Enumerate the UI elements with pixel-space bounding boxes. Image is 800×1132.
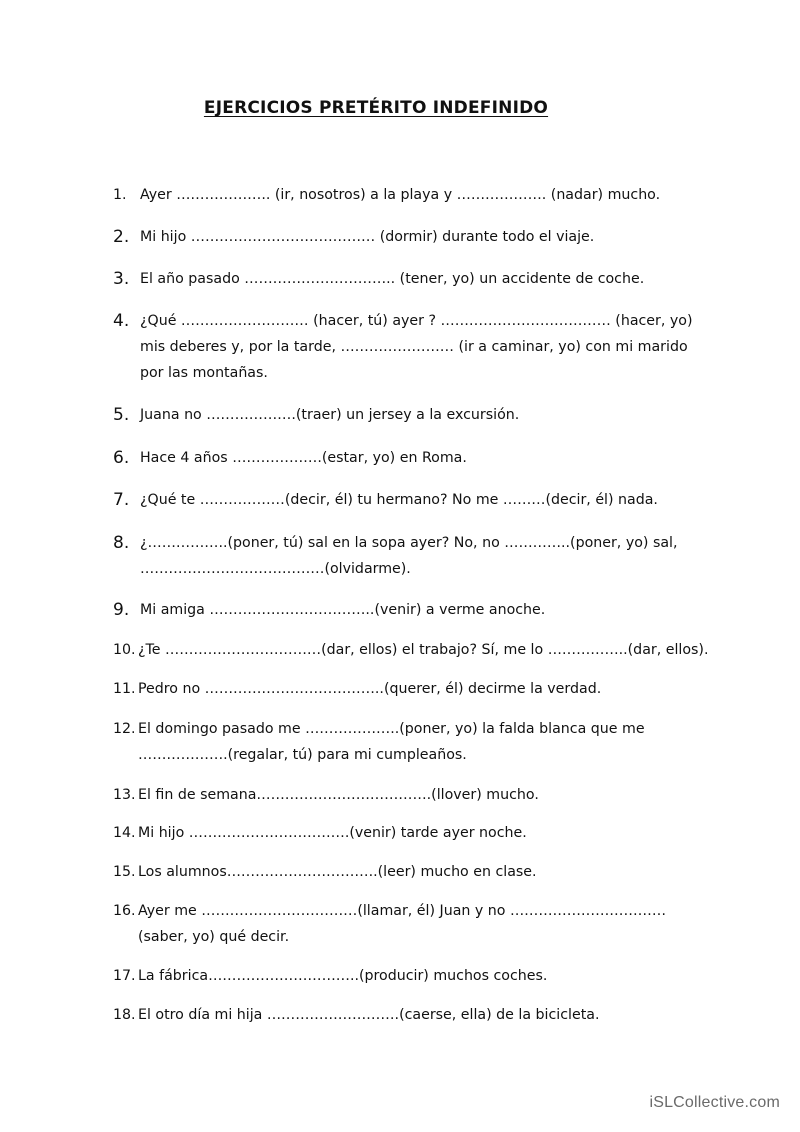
exercise-text: ¿Qué ……………………… (hacer, tú) ayer ? ……………………………… (hacer, yo) mis deberes y, por la tarde, …………………… (ir a caminar, yo) con mi marido por las montañas. <box>140 313 693 381</box>
exercise-text: ¿……………..(poner, tú) sal en la sopa ayer? No, no …………..(poner, yo) sal, …………………………………(olvidarme). <box>140 535 678 577</box>
exercise-text: El domingo pasado me ………………..(poner, yo) la falda blanca que me ……………….(regalar, tú) para mi cumpleaños. <box>138 721 645 763</box>
exercise-16 <box>113 898 713 950</box>
exercise-10 <box>113 637 713 663</box>
exercise-3 <box>113 266 713 292</box>
exercise-14 <box>113 820 713 846</box>
exercise-number: 11. <box>113 681 136 697</box>
exercise-text: El fin de semana……………………………….(llover) mucho. <box>138 787 539 803</box>
exercise-7 <box>113 487 713 513</box>
exercise-number: 3. <box>113 269 130 289</box>
exercise-number: 9. <box>113 600 130 620</box>
exercise-text: Mi amiga ……………………………..(venir) a verme anoche. <box>140 602 546 618</box>
exercise-1 <box>113 182 713 208</box>
exercise-text: Los alumnos…………………………..(leer) mucho en clase. <box>138 864 537 880</box>
exercise-text: Ayer me ……………………………(llamar, él) Juan y no ……………………………(saber, yo) qué decir. <box>138 903 667 945</box>
exercise-number: 17. <box>113 968 136 984</box>
exercise-text: El año pasado ………………………….. (tener, yo) un accidente de coche. <box>140 271 645 287</box>
exercise-number: 10. <box>113 642 136 658</box>
exercise-number: 1. <box>113 187 127 203</box>
exercise-12 <box>113 716 713 768</box>
exercise-text: Mi hijo ………………………………… (dormir) durante todo el viaje. <box>140 229 595 245</box>
exercise-17 <box>113 963 713 989</box>
exercise-number: 13. <box>113 787 136 803</box>
exercise-13 <box>113 782 713 808</box>
exercise-15 <box>113 859 713 885</box>
exercise-number: 2. <box>113 227 130 247</box>
page-title: EJERCICIOS PRETÉRITO INDEFINIDO <box>203 98 549 118</box>
exercise-number: 18. <box>113 1007 136 1023</box>
exercise-4 <box>113 308 713 386</box>
exercise-text: Ayer ……………….. (ir, nosotros) a la playa y ………………. (nadar) mucho. <box>140 187 661 203</box>
exercise-text: La fábrica…………………………..(producir) muchos coches. <box>138 968 548 984</box>
exercise-number: 7. <box>113 490 130 510</box>
exercise-number: 8. <box>113 533 130 553</box>
exercise-6 <box>113 445 713 471</box>
exercise-text: ¿Qué te ………………(decir, él) tu hermano? No me ………(decir, él) nada. <box>140 492 658 508</box>
exercise-text: Hace 4 años ……………….(estar, yo) en Roma. <box>140 450 467 466</box>
exercise-number: 6. <box>113 448 130 468</box>
exercise-text: ¿Te ……………………………(dar, ellos) el trabajo? Sí, me lo ……………..(dar, ellos). <box>138 642 709 658</box>
exercise-9 <box>113 597 713 623</box>
exercise-number: 12. <box>113 721 136 737</box>
exercise-11 <box>113 676 713 702</box>
exercise-text: El otro día mi hija ……………………….(caerse, ella) de la bicicleta. <box>138 1007 600 1023</box>
exercise-number: 16. <box>113 903 136 919</box>
watermark: iSLCollective.com <box>649 1094 780 1111</box>
exercise-18 <box>113 1002 713 1028</box>
exercise-number: 15. <box>113 864 136 880</box>
exercise-8 <box>113 530 713 582</box>
exercise-2 <box>113 224 713 250</box>
exercise-text: Mi hijo …………………………….(venir) tarde ayer noche. <box>138 825 527 841</box>
exercise-number: 5. <box>113 405 130 425</box>
exercise-number: 4. <box>113 311 130 331</box>
exercise-5 <box>113 402 713 428</box>
exercise-text: Pedro no ………………………………..(querer, él) decirme la verdad. <box>138 681 602 697</box>
exercise-text: Juana no ……………….(traer) un jersey a la excursión. <box>140 407 520 423</box>
exercise-number: 14. <box>113 825 136 841</box>
